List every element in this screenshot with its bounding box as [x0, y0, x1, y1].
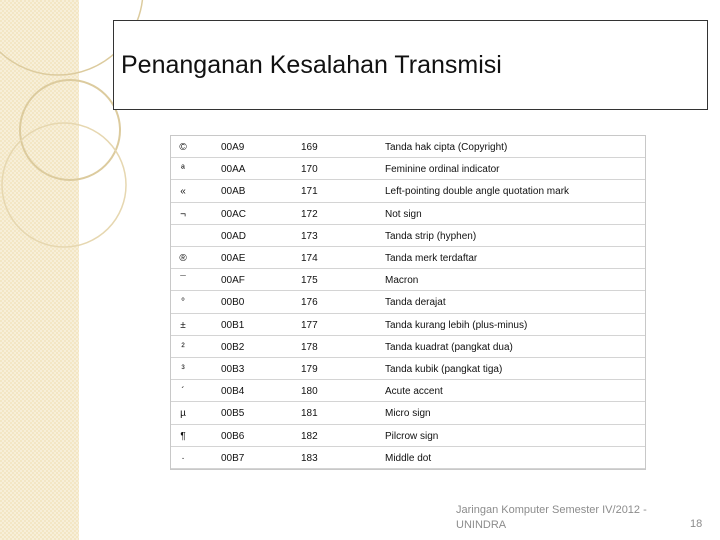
- char-decimal-code: 173: [301, 230, 318, 242]
- char-hex-code: 00B4: [221, 386, 245, 398]
- title-box: [113, 20, 708, 110]
- char-name: Feminine ordinal indicator: [385, 164, 500, 176]
- char-decimal-code: 183: [301, 452, 318, 464]
- char-decimal-code: 181: [301, 408, 318, 420]
- char-decimal-code: 171: [301, 186, 318, 198]
- table-row: [171, 291, 645, 313]
- char-decimal-code: 172: [301, 208, 318, 220]
- char-name: Tanda kuadrat (pangkat dua): [385, 341, 513, 353]
- char-hex-code: 00A9: [221, 142, 245, 153]
- char-hex-code: 00B7: [221, 452, 245, 464]
- char-decimal-code: 179: [301, 364, 318, 375]
- char-hex-code: 00AF: [221, 275, 245, 287]
- char-symbol: ²: [181, 341, 185, 353]
- table-row: [171, 336, 645, 358]
- char-hex-code: 00AA: [221, 164, 246, 176]
- table-row: [171, 358, 645, 380]
- char-name: Tanda hak cipta (Copyright): [385, 142, 508, 153]
- table-row: [171, 158, 645, 180]
- char-symbol: ³: [181, 364, 185, 375]
- table-row: [171, 247, 645, 269]
- char-hex-code: 00AD: [221, 230, 247, 242]
- char-decimal-code: 170: [301, 164, 318, 176]
- char-name: Tanda strip (hyphen): [385, 230, 477, 242]
- char-name: Macron: [385, 275, 419, 287]
- table-row: [171, 136, 645, 158]
- char-name: Tanda kubik (pangkat tiga): [385, 364, 503, 375]
- char-symbol: ©: [179, 142, 187, 153]
- table-row: [171, 447, 645, 469]
- char-symbol: «: [180, 186, 186, 198]
- char-symbol: ®: [179, 253, 187, 264]
- table-row: [171, 269, 645, 291]
- char-decimal-code: 174: [301, 253, 318, 264]
- char-name: Middle dot: [385, 452, 432, 464]
- char-decimal-code: 182: [301, 430, 318, 442]
- page-number: 18: [690, 518, 703, 530]
- char-decimal-code: 178: [301, 341, 318, 353]
- char-symbol: ¬: [180, 208, 186, 220]
- table-row: [171, 180, 645, 202]
- char-name: Tanda kurang lebih (plus-minus): [385, 319, 528, 331]
- char-hex-code: 00AE: [221, 253, 246, 264]
- char-symbol: µ: [180, 408, 186, 420]
- char-name: Pilcrow sign: [385, 430, 439, 442]
- table-row: [171, 425, 645, 447]
- char-symbol: ·: [181, 452, 185, 464]
- table-row: [171, 314, 645, 336]
- char-name: Left-pointing double angle quotation mark: [385, 186, 570, 198]
- char-hex-code: 00B3: [221, 364, 245, 375]
- char-symbol: ¶: [180, 430, 186, 442]
- char-decimal-code: 177: [301, 319, 318, 331]
- table-row: [171, 225, 645, 247]
- char-hex-code: 00B6: [221, 430, 245, 442]
- character-table: [170, 135, 646, 470]
- table-row: [171, 203, 645, 225]
- char-name: Micro sign: [385, 408, 431, 420]
- char-hex-code: 00AC: [221, 208, 247, 220]
- char-hex-code: 00B1: [221, 319, 245, 331]
- char-decimal-code: 175: [301, 275, 318, 287]
- char-name: Not sign: [385, 208, 422, 220]
- char-symbol: °: [181, 297, 185, 309]
- char-hex-code: 00B0: [221, 297, 245, 309]
- char-symbol: ¯: [180, 275, 186, 287]
- char-name: Tanda merk terdaftar: [385, 253, 478, 264]
- char-hex-code: 00B5: [221, 408, 245, 420]
- footer-text: Jaringan Komputer Semester IV/2012 - UNINDRA: [456, 504, 647, 531]
- char-hex-code: 00B2: [221, 341, 245, 353]
- table-row: [171, 402, 645, 424]
- slide-title: Penanganan Kesalahan Transmisi: [121, 51, 502, 79]
- char-decimal-code: 180: [301, 386, 318, 398]
- char-decimal-code: 169: [301, 142, 318, 153]
- table-row: [171, 380, 645, 402]
- char-name: Tanda derajat: [385, 297, 446, 309]
- char-decimal-code: 176: [301, 297, 318, 309]
- char-symbol: ´: [181, 386, 185, 398]
- char-symbol: ª: [181, 164, 185, 176]
- char-symbol: ±: [180, 319, 186, 331]
- char-name: Acute accent: [385, 386, 443, 398]
- char-hex-code: 00AB: [221, 186, 246, 198]
